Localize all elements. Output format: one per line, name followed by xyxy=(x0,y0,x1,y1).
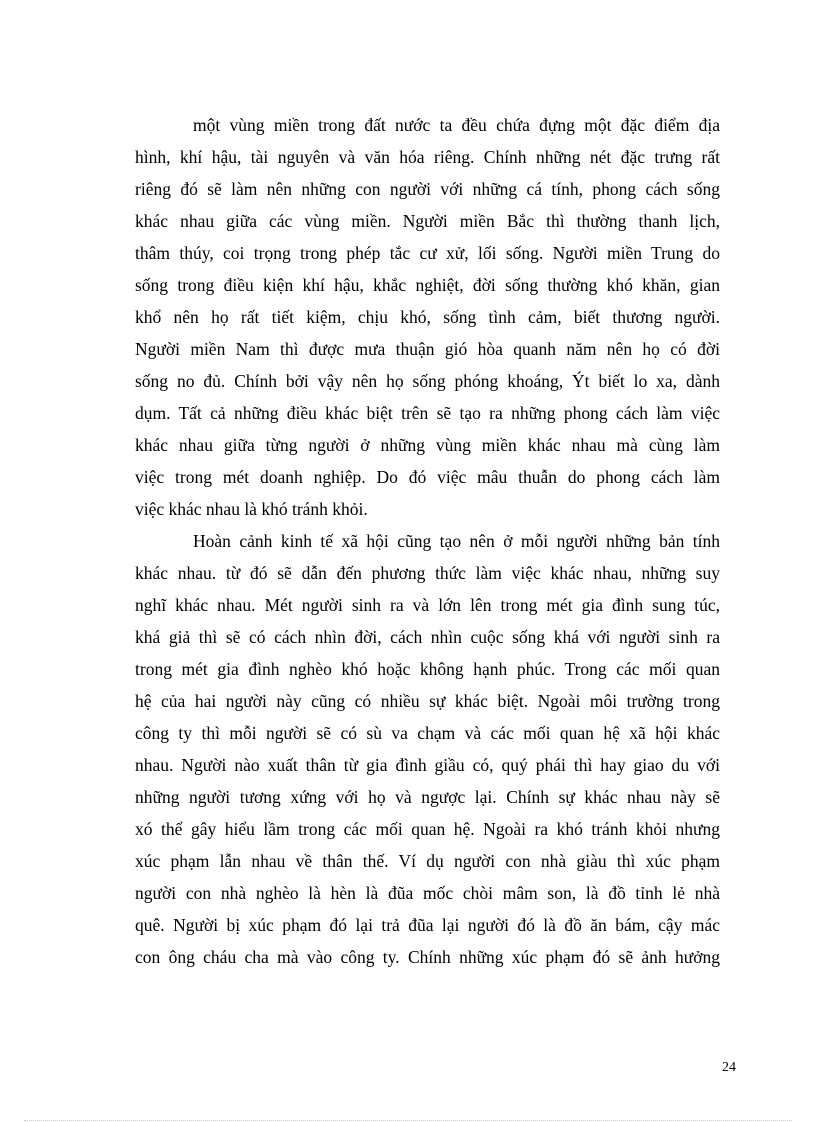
text-line: sống no đủ. Chính bởi vậy nên họ sống phóng khoáng, Ýt biết lo xa, dành xyxy=(135,371,720,391)
text-line: nghĩ khác nhau. Mét người sinh ra và lớn lên trong mét gia đình sung túc, xyxy=(135,595,720,615)
page-bottom-divider xyxy=(24,1120,792,1121)
text-line: người con nhà nghèo là hèn là đũa mốc chòi mâm son, là đồ tỉnh lẻ nhà xyxy=(135,883,720,903)
text-line: việc trong mét doanh nghiệp. Do đó việc mâu thuẫn do phong cách làm xyxy=(135,467,720,487)
paragraph-2 xyxy=(135,525,720,973)
text-line: Người miền Nam thì được mưa thuận gió hòa quanh năm nên họ có đời xyxy=(135,339,720,359)
text-line: công ty thì mỗi người sẽ có sù va chạm và các mối quan hệ xã hội khác xyxy=(135,723,720,743)
text-line: con ông cháu cha mà vào công ty. Chính những xúc phạm đó sẽ ảnh hưởng xyxy=(135,947,720,967)
text-line: khác nhau giữa các vùng miền. Người miền Bắc thì thường thanh lịch, xyxy=(135,211,720,231)
paragraph-1 xyxy=(135,109,720,525)
text-line: quê. Người bị xúc phạm đó lại trả đũa lại người đó là đồ ăn bám, cậy mác xyxy=(135,915,720,935)
page-number: 24 xyxy=(722,1060,736,1075)
text-line: hệ của hai người này cũng có nhiều sự khác biệt. Ngoài môi trường trong xyxy=(135,691,720,711)
text-line: nhau. Người nào xuất thân từ gia đình giầu có, quý phái thì hay giao du với xyxy=(135,755,720,775)
text-line: khổ nên họ rất tiết kiệm, chịu khó, sống tình cảm, biết thương người. xyxy=(135,307,720,327)
text-line: Hoàn cảnh kinh tế xã hội cũng tạo nên ở mỗi người những bản tính xyxy=(193,531,720,551)
text-line: khác nhau. từ đó sẽ dẫn đến phương thức làm việc khác nhau, những suy xyxy=(135,563,720,583)
text-line: thâm thúy, coi trọng trong phép tắc cư xử, lối sống. Người miền Trung do xyxy=(135,243,720,263)
text-line: dụm. Tất cả những điều khác biệt trên sẽ tạo ra những phong cách làm việc xyxy=(135,403,720,423)
text-line: xúc phạm lẫn nhau về thân thế. Ví dụ người con nhà giàu thì xúc phạm xyxy=(135,851,720,871)
text-line: sống trong điều kiện khí hậu, khắc nghiệt, đời sống thường khó khăn, gian xyxy=(135,275,720,295)
text-line: khá giả thì sẽ có cách nhìn đời, cách nhìn cuộc sống khá với người sinh ra xyxy=(135,627,720,647)
text-line: riêng đó sẽ làm nên những con người với những cá tính, phong cách sống xyxy=(135,179,720,199)
text-line: một vùng miền trong đất nước ta đều chứa đựng một đặc điểm địa xyxy=(193,115,720,135)
text-line: những người tương xứng với họ và ngược lại. Chính sự khác nhau này sẽ xyxy=(135,787,720,807)
text-line: hình, khí hậu, tài nguyên và văn hóa riêng. Chính những nét đặc trưng rất xyxy=(135,147,720,167)
text-line: trong mét gia đình nghèo khó hoặc không hạnh phúc. Trong các mối quan xyxy=(135,659,720,679)
text-line: xó thể gây hiểu lầm trong các mối quan hệ. Ngoài ra khó tránh khỏi nhưng xyxy=(135,819,720,839)
text-line: việc khác nhau là khó tránh khỏi. xyxy=(135,499,368,519)
text-line: khác nhau giữa từng người ở những vùng miền khác nhau mà cùng làm xyxy=(135,435,720,455)
body-text xyxy=(135,109,720,973)
